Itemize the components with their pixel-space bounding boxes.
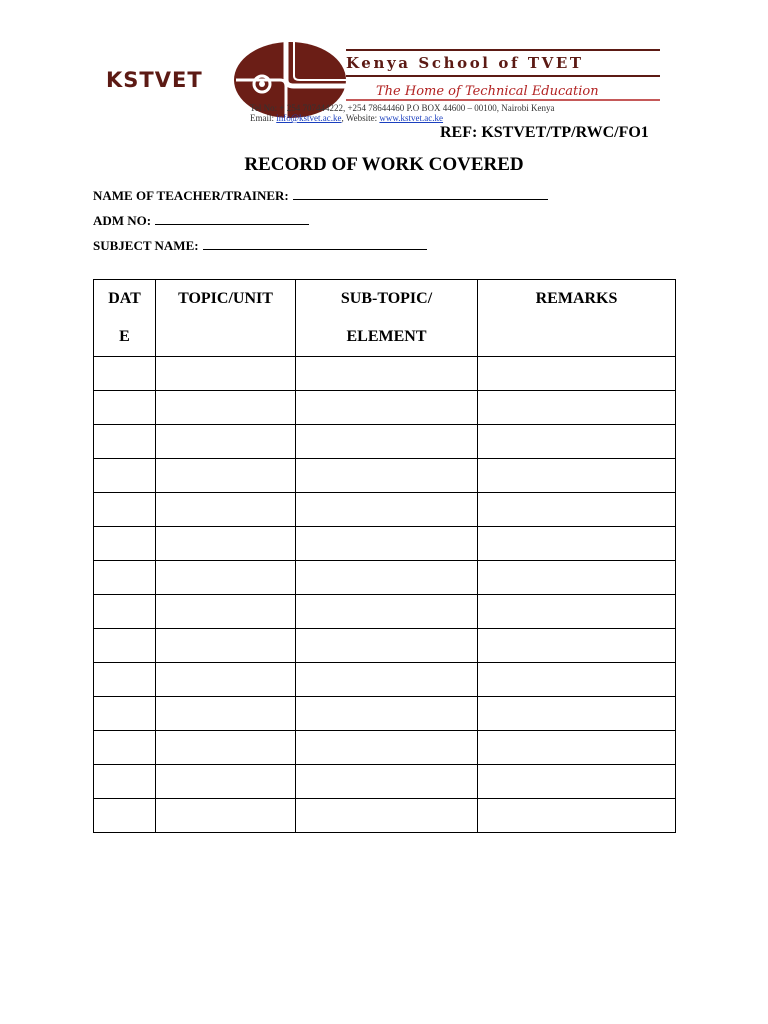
remarks-cell[interactable] bbox=[478, 527, 676, 561]
sub-topic-cell[interactable] bbox=[296, 697, 478, 731]
topic-cell[interactable] bbox=[156, 527, 296, 561]
date-cell[interactable] bbox=[94, 629, 156, 663]
date-cell[interactable] bbox=[94, 391, 156, 425]
table-row bbox=[94, 493, 676, 527]
logo-wordmark: KSTVET bbox=[106, 68, 203, 92]
remarks-cell[interactable] bbox=[478, 697, 676, 731]
topic-cell[interactable] bbox=[156, 663, 296, 697]
record-table bbox=[93, 279, 676, 833]
topic-cell[interactable] bbox=[156, 629, 296, 663]
table-row bbox=[94, 357, 676, 391]
sub-topic-cell[interactable] bbox=[296, 425, 478, 459]
header-sub-topic-element: SUB-TOPIC/ ELEMENT bbox=[296, 280, 478, 357]
date-cell[interactable] bbox=[94, 425, 156, 459]
remarks-cell[interactable] bbox=[478, 391, 676, 425]
sub-topic-cell[interactable] bbox=[296, 629, 478, 663]
sub-topic-cell[interactable] bbox=[296, 493, 478, 527]
remarks-cell[interactable] bbox=[478, 765, 676, 799]
remarks-cell[interactable] bbox=[478, 425, 676, 459]
school-name: Kenya School of TVET bbox=[346, 54, 584, 72]
table-row bbox=[94, 425, 676, 459]
topic-cell[interactable] bbox=[156, 391, 296, 425]
document-title: RECORD OF WORK COVERED bbox=[244, 154, 524, 175]
topic-cell[interactable] bbox=[156, 765, 296, 799]
table-header-row bbox=[94, 280, 676, 357]
remarks-cell[interactable] bbox=[478, 493, 676, 527]
remarks-cell[interactable] bbox=[478, 561, 676, 595]
date-cell[interactable] bbox=[94, 697, 156, 731]
sub-topic-cell[interactable] bbox=[296, 663, 478, 697]
record-table-body bbox=[94, 357, 676, 833]
date-cell[interactable] bbox=[94, 459, 156, 493]
table-row bbox=[94, 391, 676, 425]
date-cell[interactable] bbox=[94, 731, 156, 765]
email-label: Email: bbox=[250, 113, 277, 123]
remarks-cell[interactable] bbox=[478, 629, 676, 663]
date-cell[interactable] bbox=[94, 799, 156, 833]
table-row bbox=[94, 459, 676, 493]
adm-no-blank[interactable] bbox=[155, 212, 309, 225]
header-remarks: REMARKS bbox=[478, 280, 676, 357]
remarks-cell[interactable] bbox=[478, 663, 676, 697]
date-cell[interactable] bbox=[94, 663, 156, 697]
topic-cell[interactable] bbox=[156, 595, 296, 629]
date-cell[interactable] bbox=[94, 765, 156, 799]
sub-topic-cell[interactable] bbox=[296, 391, 478, 425]
table-row bbox=[94, 731, 676, 765]
table-row bbox=[94, 561, 676, 595]
sub-topic-cell[interactable] bbox=[296, 357, 478, 391]
topic-cell[interactable] bbox=[156, 425, 296, 459]
remarks-cell[interactable] bbox=[478, 357, 676, 391]
sub-topic-cell[interactable] bbox=[296, 527, 478, 561]
remarks-cell[interactable] bbox=[478, 595, 676, 629]
topic-cell[interactable] bbox=[156, 799, 296, 833]
remarks-cell[interactable] bbox=[478, 731, 676, 765]
table-row bbox=[94, 527, 676, 561]
header-topic-unit: TOPIC/UNIT bbox=[156, 280, 296, 357]
teacher-name-blank[interactable] bbox=[293, 187, 548, 200]
contact-phone-address: Tel No: + 254 707444222, +254 78644460 P.O BOX 44600 – 00100, Nairobi Kenya bbox=[250, 103, 555, 113]
topic-cell[interactable] bbox=[156, 561, 296, 595]
date-cell[interactable] bbox=[94, 527, 156, 561]
website-link[interactable]: www.kstvet.ac.ke bbox=[379, 113, 444, 123]
table-row bbox=[94, 595, 676, 629]
website-label: , Website: bbox=[341, 113, 380, 123]
table-row bbox=[94, 663, 676, 697]
remarks-cell[interactable] bbox=[478, 799, 676, 833]
header-date: DAT E bbox=[94, 280, 156, 357]
reference-code: REF: KSTVET/TP/RWC/FO1 bbox=[440, 124, 649, 141]
sub-topic-cell[interactable] bbox=[296, 595, 478, 629]
adm-no-field bbox=[93, 212, 309, 229]
contact-email-website bbox=[250, 113, 443, 123]
subject-name-blank[interactable] bbox=[203, 237, 427, 250]
topic-cell[interactable] bbox=[156, 731, 296, 765]
sub-topic-cell[interactable] bbox=[296, 561, 478, 595]
sub-topic-cell[interactable] bbox=[296, 765, 478, 799]
letterhead bbox=[94, 40, 674, 126]
date-cell[interactable] bbox=[94, 493, 156, 527]
teacher-name-field bbox=[93, 187, 548, 204]
school-motto: The Home of Technical Education bbox=[376, 84, 599, 99]
email-link[interactable]: info@kstvet.ac.ke bbox=[276, 113, 342, 123]
date-cell[interactable] bbox=[94, 595, 156, 629]
field-label: SUBJECT NAME: bbox=[93, 238, 199, 253]
subject-name-field bbox=[93, 237, 427, 254]
topic-cell[interactable] bbox=[156, 697, 296, 731]
remarks-cell[interactable] bbox=[478, 459, 676, 493]
topic-cell[interactable] bbox=[156, 459, 296, 493]
table-row bbox=[94, 697, 676, 731]
table-row bbox=[94, 765, 676, 799]
topic-cell[interactable] bbox=[156, 357, 296, 391]
field-label: NAME OF TEACHER/TRAINER: bbox=[93, 188, 289, 203]
date-cell[interactable] bbox=[94, 357, 156, 391]
sub-topic-cell[interactable] bbox=[296, 799, 478, 833]
field-label: ADM NO: bbox=[93, 213, 152, 228]
topic-cell[interactable] bbox=[156, 493, 296, 527]
sub-topic-cell[interactable] bbox=[296, 459, 478, 493]
sub-topic-cell[interactable] bbox=[296, 731, 478, 765]
date-cell[interactable] bbox=[94, 561, 156, 595]
table-row bbox=[94, 799, 676, 833]
table-row bbox=[94, 629, 676, 663]
